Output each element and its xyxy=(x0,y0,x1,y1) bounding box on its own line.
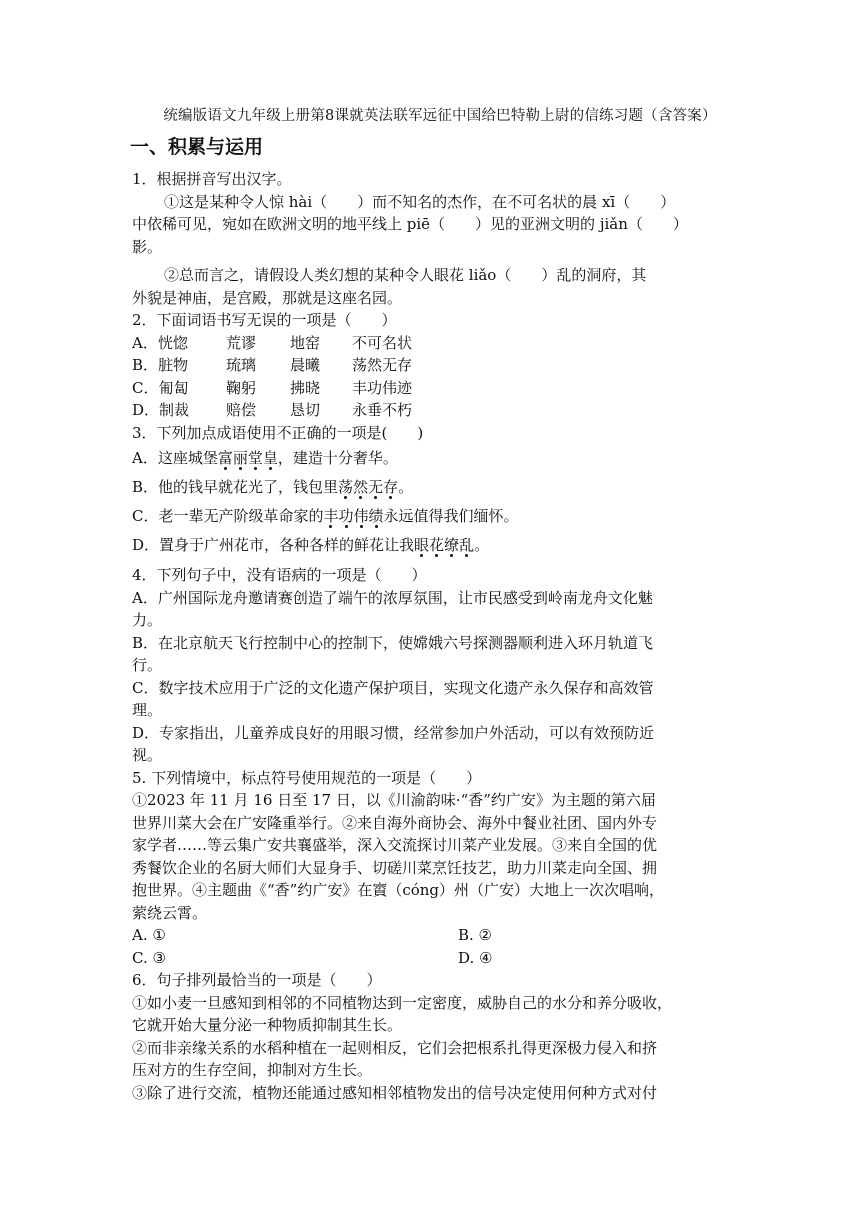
question-3-stem: 3．下列加点成语使用不正确的一项是( ) xyxy=(132,423,424,442)
q3-c-text-after: 永远值得我们缅怀。 xyxy=(383,507,519,525)
q3-option-b xyxy=(132,473,742,502)
q2-option-a xyxy=(132,332,742,355)
q2-b-word-3: 晨曦 xyxy=(290,356,321,374)
q5-passage-line-2: 世界川菜大会在广安隆重举行。②来自海外商协会、海外中餐业社团、国内外专 xyxy=(132,813,658,832)
q3-d-text-before: D．置身于广州花市，各种各样的鲜花让我 xyxy=(132,536,415,554)
question-5-stem: 5. 下列情境中，标点符号使用规范的一项是（ ） xyxy=(132,768,482,787)
q2-a-word-2: 荒谬 xyxy=(226,333,257,352)
q3-d-dotted-idiom: 眼花缭乱 xyxy=(414,536,475,554)
q3-option-a xyxy=(132,444,742,473)
q6-sentence-3-line-1: ③除了进行交流，植物还能通过感知相邻植物发出的信号决定使用何种方式对付 xyxy=(132,1083,658,1102)
q5-option-c: C. ③ xyxy=(132,948,166,967)
q3-option-c xyxy=(132,502,742,531)
q5-option-d: D. ④ xyxy=(458,948,493,967)
q2-option-d xyxy=(132,399,742,422)
q4-option-a-line-2: 力。 xyxy=(132,611,163,629)
q3-a-dotted-idiom: 富丽堂皇 xyxy=(217,449,278,467)
q5-option-b: B. ② xyxy=(458,926,493,944)
question-1-stem: 1．根据拼音写出汉字。 xyxy=(132,170,292,188)
q5-options-row-1 xyxy=(132,924,742,947)
question-6 xyxy=(132,969,742,1104)
q2-c-word-1: C．匍匐 xyxy=(132,378,189,397)
question-4 xyxy=(132,564,742,767)
q2-a-word-1: A．恍惚 xyxy=(132,333,188,352)
q2-d-word-1: D．制裁 xyxy=(132,401,190,419)
q6-sentence-1-line-2: 它就开始大量分泌一种物质抑制其生长。 xyxy=(132,1016,403,1034)
q2-b-word-1: B．脏物 xyxy=(132,356,189,374)
q2-d-word-3: 恳切 xyxy=(290,401,321,419)
question-6-stem: 6．句子排列最恰当的一项是（ ） xyxy=(132,971,382,989)
q2-c-word-4: 丰功伟迹 xyxy=(352,378,413,397)
q5-options-row-2 xyxy=(132,947,742,970)
q3-b-text-before: B．他的钱早就花光了，钱包里 xyxy=(132,478,339,496)
question-2-stem: 2．下面词语书写无误的一项是（ ） xyxy=(132,311,397,329)
q5-passage-line-6: 萦绕云霄。 xyxy=(132,903,208,922)
q2-b-word-4: 荡然无存 xyxy=(352,356,413,374)
q4-option-d-line-1: D．专家指出，儿童养成良好的用眼习惯，经常参加户外活动，可以有效预防近 xyxy=(132,723,655,742)
document-title: 统编版语文九年级上册第8课就英法联军远征中国给巴特勒上尉的信练习题（含答案） xyxy=(163,108,717,124)
q1-paragraph-1-line-2: 中依稀可见，宛如在欧洲文明的地平线上 piē（ ）见的亚洲文明的 jiǎn（ ） xyxy=(132,215,688,233)
q6-sentence-2-line-2: 压对方的生存空间，抑制对方生长。 xyxy=(132,1061,373,1079)
q2-d-word-2: 赔偿 xyxy=(226,401,257,419)
q1-paragraph-2-line-2: 外貌是神庙，是宫殿，那就是这座名园。 xyxy=(132,288,403,307)
q5-option-a: A. ① xyxy=(132,926,166,944)
q2-a-word-4: 不可名状 xyxy=(352,333,413,352)
q4-option-c-line-2: 理。 xyxy=(132,701,163,719)
q4-option-d-line-2: 视。 xyxy=(132,746,163,764)
q2-b-word-2: 琉璃 xyxy=(226,356,257,374)
section-heading-accumulation: 一、积累与运用 xyxy=(130,136,264,158)
q3-c-text-before: C．老一辈无产阶级革命家的 xyxy=(132,507,324,525)
q2-option-c xyxy=(132,377,742,400)
q3-c-dotted-idiom: 丰功伟绩 xyxy=(323,507,384,525)
q3-b-dotted-idiom: 荡然无存 xyxy=(338,478,399,496)
q4-option-a-line-1: A．广州国际龙舟邀请赛创造了端午的浓厚氛围，让市民感受到岭南龙舟文化魅 xyxy=(132,588,653,607)
q4-option-b-line-1: B．在北京航天飞行控制中心的控制下，使嫦娥六号探测器顺利进入环月轨道飞 xyxy=(132,633,654,652)
q4-option-c-line-1: C．数字技术应用于广泛的文化遗产保护项目，实现文化遗产永久保存和高效管 xyxy=(132,678,654,697)
q3-d-text-after: 。 xyxy=(474,536,490,554)
q1-paragraph-2-line-1: ②总而言之，请假设人类幻想的某种令人眼花 liǎo（ ）乱的洞府，其 xyxy=(164,266,647,284)
question-5 xyxy=(132,767,742,970)
q6-sentence-2-line-1: ②而非亲缘关系的水稻种植在一起则相反，它们会把根系扎得更深极力侵入和挤 xyxy=(132,1038,658,1057)
q2-c-word-2: 鞠躬 xyxy=(226,378,257,397)
q5-passage-line-3: 家学者……等云集广安共襄盛举，深入交流探讨川菜产业发展。③来自全国的优 xyxy=(132,836,658,854)
q6-sentence-1-line-1: ①如小麦一旦感知到相邻的不同植物达到一定密度，威胁自己的水分和养分吸收， xyxy=(132,993,673,1012)
q3-a-text-after: ，建造十分奢华。 xyxy=(277,449,398,467)
q2-option-b xyxy=(132,354,742,377)
q5-passage-line-5: 抱世界。④主题曲《“香”约广安》在賨（cóng）州（广安）大地上一次次唱响， xyxy=(132,881,665,899)
question-1 xyxy=(132,168,742,309)
q3-b-text-after: 。 xyxy=(398,478,414,496)
q3-option-d xyxy=(132,531,742,560)
q5-passage-line-1: ①2023 年 11 月 16 日至 17 日，以《川渝韵味·“香”约广安》为主题的第六届 xyxy=(132,791,656,809)
q2-c-word-3: 拂晓 xyxy=(290,378,321,397)
q4-option-b-line-2: 行。 xyxy=(132,656,163,674)
question-2 xyxy=(132,309,742,422)
q3-a-text-before: A．这座城堡 xyxy=(132,449,218,467)
q2-a-word-3: 地窑 xyxy=(290,333,321,352)
question-4-stem: 4．下列句子中，没有语病的一项是（ ） xyxy=(132,566,427,584)
q1-paragraph-1-line-3: 影。 xyxy=(132,237,163,256)
question-3 xyxy=(132,422,742,561)
q5-passage-line-4: 秀餐饮企业的名厨大师们大显身手、切磋川菜烹饪技艺，助力川菜走向全国、拥 xyxy=(132,858,658,877)
q2-d-word-4: 永垂不朽 xyxy=(352,401,413,419)
q1-paragraph-1-line-1: ①这是某种令人惊 hài（ ）而不知名的杰作，在不可名状的晨 xī（ ） xyxy=(164,192,676,211)
